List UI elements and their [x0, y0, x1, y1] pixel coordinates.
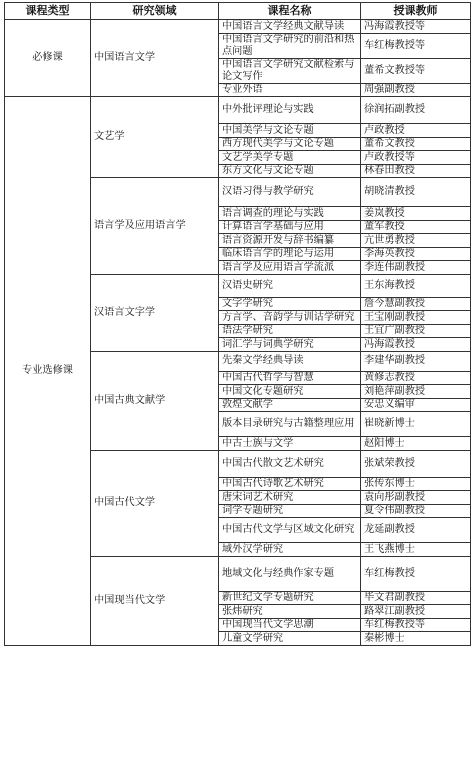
course-name-cell: 中国语言文学研究的前沿和热点问题 — [219, 33, 361, 58]
research-field-cell: 文艺学 — [91, 97, 219, 178]
course-name-cell: 西方现代美学与文论专题 — [219, 137, 361, 151]
table-row — [5, 20, 471, 34]
course-name-cell: 临床语言学的理论与运用 — [219, 247, 361, 261]
teacher-cell: 詹今慧副教授 — [361, 297, 471, 311]
course-name-cell: 语言调查的理论与实践 — [219, 207, 361, 221]
teacher-cell: 夏令伟副教授 — [361, 504, 471, 518]
teacher-cell: 董希文教授 — [361, 137, 471, 151]
teacher-cell: 卢政教授 — [361, 124, 471, 138]
header-research-field: 研究领域 — [91, 3, 219, 20]
teacher-cell: 徐润拓副教授 — [361, 97, 471, 124]
course-name-cell: 文艺学美学专题 — [219, 151, 361, 165]
header-course-name: 课程名称 — [219, 3, 361, 20]
teacher-cell: 李连伟副教授 — [361, 261, 471, 275]
course-name-cell: 文字学研究 — [219, 297, 361, 311]
course-name-cell: 中国古代诗歌艺术研究 — [219, 477, 361, 491]
research-field-cell: 中国古典文献学 — [91, 351, 219, 450]
course-name-cell: 中国文化专题研究 — [219, 385, 361, 399]
teacher-cell: 袁向彤副教授 — [361, 491, 471, 505]
header-course-type: 课程类型 — [5, 3, 91, 20]
teacher-cell: 李建华副教授 — [361, 351, 471, 371]
course-name-cell: 语言资源开发与辞书编纂 — [219, 234, 361, 248]
course-name-cell: 敦煌文献学 — [219, 398, 361, 412]
course-name-cell: 域外汉学研究 — [219, 543, 361, 557]
course-name-cell: 词学专题研究 — [219, 504, 361, 518]
course-name-cell: 中国语言文学研究文献检索与论文写作 — [219, 58, 361, 83]
teacher-cell: 安忠义编审 — [361, 398, 471, 412]
course-name-cell: 中外批评理论与实践 — [219, 97, 361, 124]
course-name-cell: 计算语言学基础与应用 — [219, 220, 361, 234]
teacher-cell: 董希文教授等 — [361, 58, 471, 83]
teacher-cell: 王东海教授 — [361, 274, 471, 297]
teacher-cell: 刘艳萍副教授 — [361, 385, 471, 399]
course-name-cell: 地域文化与经典作家专题 — [219, 556, 361, 591]
course-name-cell: 东方文化与文论专题 — [219, 164, 361, 178]
course-name-cell: 版本目录研究与古籍整理应用 — [219, 412, 361, 437]
teacher-cell: 毕文君副教授 — [361, 591, 471, 605]
course-name-cell: 汉语习得与教学研究 — [219, 178, 361, 207]
table-row — [5, 97, 471, 124]
teacher-cell: 张斌荣教授 — [361, 450, 471, 477]
teacher-cell: 车红梅教授等 — [361, 618, 471, 632]
course-name-cell: 方言学、音韵学与训诂学研究 — [219, 311, 361, 325]
teacher-cell: 张传东博士 — [361, 477, 471, 491]
course-name-cell: 中国现当代文学思潮 — [219, 618, 361, 632]
teacher-cell: 王宜广副教授 — [361, 324, 471, 338]
course-name-cell: 儿童文学研究 — [219, 632, 361, 646]
teacher-cell: 冯海霞教授 — [361, 338, 471, 352]
teacher-cell: 周强副教授 — [361, 83, 471, 97]
teacher-cell: 李海英教授 — [361, 247, 471, 261]
teacher-cell: 姜岚教授 — [361, 207, 471, 221]
course-table — [4, 2, 471, 646]
course-name-cell: 中国古代哲学与智慧 — [219, 371, 361, 385]
research-field-cell: 中国语言文学 — [91, 20, 219, 97]
header-row — [5, 3, 471, 20]
course-name-cell: 汉语史研究 — [219, 274, 361, 297]
course-type-cell: 专业选修课 — [5, 97, 91, 646]
teacher-cell: 亢世勇教授 — [361, 234, 471, 248]
course-name-cell: 唐宋词艺术研究 — [219, 491, 361, 505]
research-field-cell: 语言学及应用语言学 — [91, 178, 219, 275]
course-name-cell: 专业外语 — [219, 83, 361, 97]
research-field-cell: 中国古代文学 — [91, 450, 219, 556]
teacher-cell: 车红梅教授 — [361, 556, 471, 591]
teacher-cell: 林春田教授 — [361, 164, 471, 178]
teacher-cell: 胡晓清教授 — [361, 178, 471, 207]
course-name-cell: 词汇学与词典学研究 — [219, 338, 361, 352]
teacher-cell: 冯海霞教授等 — [361, 20, 471, 34]
teacher-cell: 秦彬博士 — [361, 632, 471, 646]
teacher-cell: 卢政教授等 — [361, 151, 471, 165]
teacher-cell: 王宝刚副教授 — [361, 311, 471, 325]
course-name-cell: 中国美学与文论专题 — [219, 124, 361, 138]
teacher-cell: 王飞燕博士 — [361, 543, 471, 557]
course-name-cell: 先秦文学经典导读 — [219, 351, 361, 371]
teacher-cell: 赵阳博士 — [361, 437, 471, 451]
teacher-cell: 崔晓新博士 — [361, 412, 471, 437]
course-name-cell: 语法学研究 — [219, 324, 361, 338]
table-body — [5, 20, 471, 646]
teacher-cell: 龙延副教授 — [361, 518, 471, 543]
course-name-cell: 中国古代文学与区域文化研究 — [219, 518, 361, 543]
research-field-cell: 中国现当代文学 — [91, 556, 219, 645]
header-teacher: 授课教师 — [361, 3, 471, 20]
course-name-cell: 张炜研究 — [219, 605, 361, 619]
course-name-cell: 语言学及应用语言学流派 — [219, 261, 361, 275]
research-field-cell: 汉语言文字学 — [91, 274, 219, 351]
course-name-cell: 中国古代散文艺术研究 — [219, 450, 361, 477]
teacher-cell: 黄修志教授 — [361, 371, 471, 385]
teacher-cell: 车红梅教授等 — [361, 33, 471, 58]
course-name-cell: 中国语言文学经典文献导读 — [219, 20, 361, 34]
course-type-cell: 必修课 — [5, 20, 91, 97]
course-name-cell: 中古士族与文学 — [219, 437, 361, 451]
course-name-cell: 新世纪文学专题研究 — [219, 591, 361, 605]
teacher-cell: 路翠江副教授 — [361, 605, 471, 619]
teacher-cell: 董军教授 — [361, 220, 471, 234]
